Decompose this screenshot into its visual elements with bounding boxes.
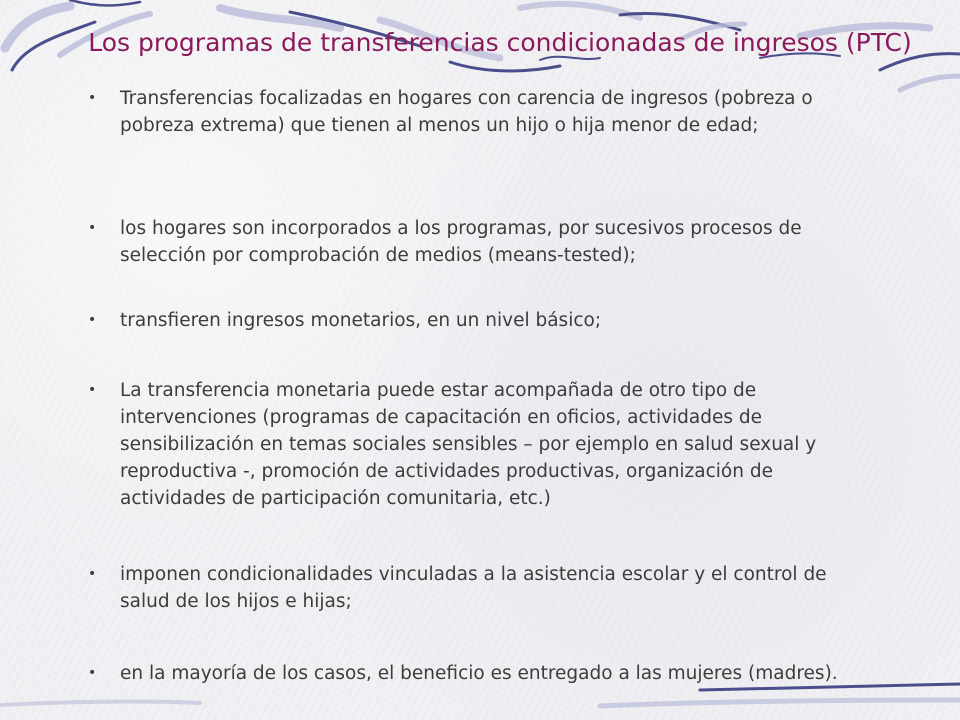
bullet-text: en la mayoría de los casos, el beneficio es entregado a las mujeres (madres).: [120, 663, 838, 684]
bullet-icon: •: [88, 220, 97, 236]
bullet-icon: •: [88, 90, 97, 106]
bullet-text: La transferencia monetaria puede estar acompañada de otro tipo de intervenciones (programas de capacitación en oficios, actividades de sensibilización en temas sociales sensibles – por ejemplo en salud sexual y reproductiva -, promoción de actividades productivas, organización de actividades de participación comunitaria, etc.): [120, 380, 817, 509]
bullet-text: imponen condicionalidades vinculadas a la asistencia escolar y el control de salud de los hijos e hijas;: [120, 564, 827, 612]
list-item: [84, 307, 601, 334]
list-item: [84, 85, 864, 139]
slide-title: Los programas de transferencias condicionadas de ingresos (PTC): [88, 28, 912, 57]
bullet-icon: •: [88, 566, 97, 582]
bullet-icon: •: [88, 312, 97, 328]
bullet-text: transfieren ingresos monetarios, en un nivel básico;: [120, 310, 602, 331]
bullet-text: Transferencias focalizadas en hogares con carencia de ingresos (pobreza o pobreza extrema) que tienen al menos un hijo o hija menor de edad;: [120, 88, 813, 136]
list-item: [84, 377, 864, 512]
bullet-icon: •: [88, 382, 97, 398]
list-item: [84, 660, 838, 687]
bullet-icon: •: [88, 665, 97, 681]
bullet-text: los hogares son incorporados a los programas, por sucesivos procesos de selección por comprobación de medios (means-tested);: [120, 218, 802, 266]
list-item: [84, 215, 864, 269]
list-item: [84, 561, 864, 615]
